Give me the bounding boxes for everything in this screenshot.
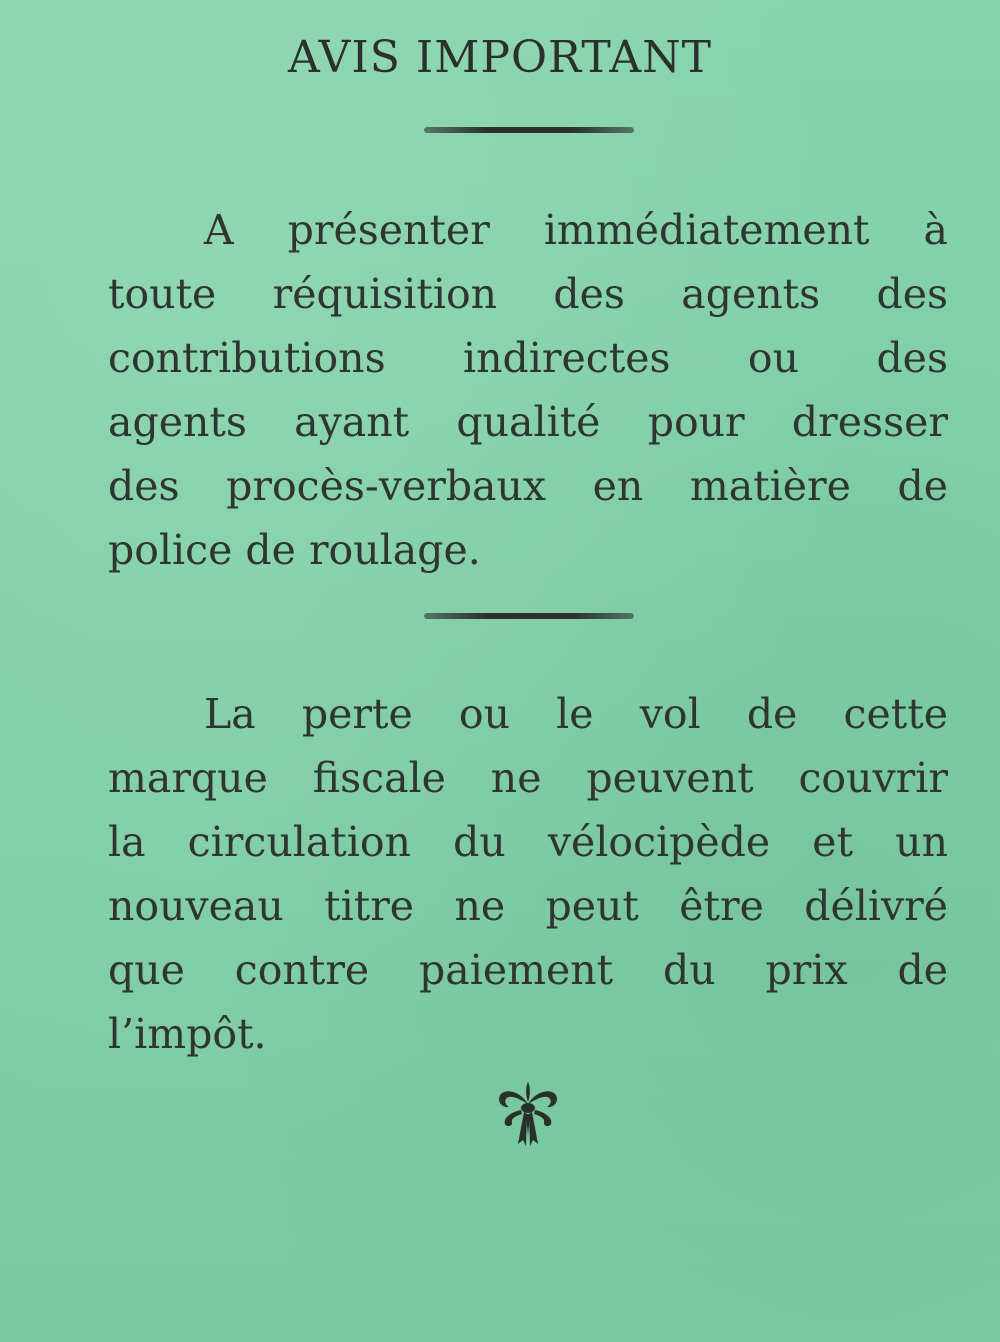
paragraph-line: toute réquisition des agents des xyxy=(108,270,948,318)
paragraph-line: A présenter immédiatement à xyxy=(204,206,948,254)
divider-rule-top xyxy=(424,127,634,133)
paragraph-line: nouveau titre ne peut être délivré xyxy=(108,882,948,930)
paragraph-line: police de roulage. xyxy=(108,526,481,574)
paragraph-line: contributions indirectes ou des xyxy=(108,334,948,382)
notice-paragraph-presentation xyxy=(108,198,948,582)
fleuron-ornament-icon xyxy=(493,1078,563,1150)
paragraph-line: l’impôt. xyxy=(108,1010,267,1058)
paragraph-line: des procès-verbaux en matière de xyxy=(108,462,948,510)
paragraph-line: la circulation du vélocipède et un xyxy=(108,818,948,866)
notice-title: AVIS IMPORTANT xyxy=(288,32,712,83)
paragraph-line: marque fiscale ne peuvent couvrir xyxy=(108,754,948,802)
paragraph-line: agents ayant qualité pour dresser xyxy=(108,398,948,446)
notice-paragraph-loss-theft xyxy=(108,682,948,1066)
paragraph-line: La perte ou le vol de cette xyxy=(204,690,948,738)
divider-rule-middle xyxy=(424,613,634,619)
paragraph-line: que contre paiement du prix de xyxy=(108,946,948,994)
